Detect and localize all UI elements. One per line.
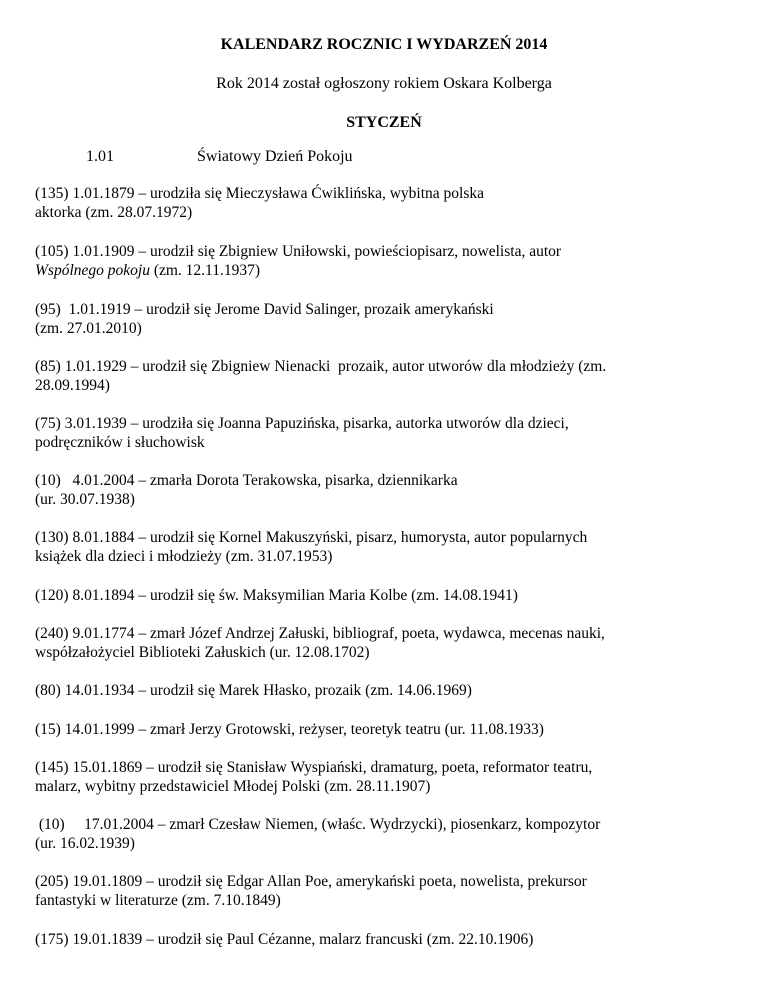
entry-line: (15) 14.01.1999 – zmarł Jerzy Grotowski, reżyser, teoretyk teatru (ur. 11.08.1933) <box>35 721 544 738</box>
entry-line: podręczników i słuchowisk <box>35 434 205 451</box>
entry-8 <box>35 624 733 662</box>
entry-0 <box>35 184 733 222</box>
month-heading: STYCZEŃ <box>346 114 422 131</box>
entry-14 <box>35 930 733 949</box>
feature-day-row <box>86 148 353 166</box>
entry-12 <box>35 815 733 853</box>
entry-line: (120) 8.01.1894 – urodził się św. Maksymilian Maria Kolbe (zm. 14.08.1941) <box>35 587 518 604</box>
entry-line: książek dla dzieci i młodzieży (zm. 31.07.1953) <box>35 548 333 565</box>
page-title: KALENDARZ ROCZNIC I WYDARZEŃ 2014 <box>220 36 548 53</box>
entry-line: fantastyki w literaturze (zm. 7.10.1849) <box>35 892 281 909</box>
entry-line: (240) 9.01.1774 – zmarł Józef Andrzej Załuski, bibliograf, poeta, wydawca, mecenas nauki, <box>35 625 605 642</box>
entry-line: (145) 15.01.1869 – urodził się Stanisław Wyspiański, dramaturg, poeta, reformator teatru, <box>35 759 593 776</box>
entry-line: (205) 19.01.1809 – urodził się Edgar Allan Poe, amerykański poeta, nowelista, prekursor <box>35 873 587 890</box>
entry-1 <box>35 242 733 280</box>
entry-line: (175) 19.01.1839 – urodził się Paul Cézanne, malarz francuski (zm. 22.10.1906) <box>35 931 534 948</box>
entry-11 <box>35 758 733 796</box>
entry-line: (135) 1.01.1879 – urodziła się Mieczysława Ćwiklińska, wybitna polska <box>35 185 484 202</box>
entry-10 <box>35 720 733 739</box>
entry-3 <box>35 357 733 395</box>
entry-line: (75) 3.01.1939 – urodziła się Joanna Papuzińska, pisarka, autorka utworów dla dzieci, <box>35 415 569 432</box>
entry-line: (10) 4.01.2004 – zmarła Dorota Terakowska, pisarka, dziennikarka <box>35 472 458 489</box>
book-title: Wspólnego pokoju <box>35 262 150 279</box>
entry-line: (105) 1.01.1909 – urodził się Zbigniew Uniłowski, powieściopisarz, nowelista, autor <box>35 243 562 260</box>
entry-line: (95) 1.01.1919 – urodził się Jerome David Salinger, prozaik amerykański <box>35 301 494 318</box>
entry-7 <box>35 586 733 605</box>
entry-line: malarz, wybitny przedstawiciel Młodej Polski (zm. 28.11.1907) <box>35 778 431 795</box>
entry-line: Wspólnego pokoju (zm. 12.11.1937) <box>35 262 261 279</box>
entry-line: 28.09.1994) <box>35 377 110 394</box>
entry-line: (10) 17.01.2004 – zmarł Czesław Niemen, (właśc. Wydrzycki), piosenkarz, kompozytor <box>35 816 601 833</box>
entry-5 <box>35 471 733 509</box>
entry-6 <box>35 528 733 566</box>
entry-line: współzałożyciel Biblioteki Załuskich (ur. 12.08.1702) <box>35 644 370 661</box>
entry-line: (130) 8.01.1884 – urodził się Kornel Makuszyński, pisarz, humorysta, autor popularnych <box>35 529 588 546</box>
entry-line: aktorka (zm. 28.07.1972) <box>35 204 193 221</box>
page-subtitle: Rok 2014 został ogłoszony rokiem Oskara Kolberga <box>216 75 552 92</box>
entry-line: (80) 14.01.1934 – urodził się Marek Hłasko, prozaik (zm. 14.06.1969) <box>35 682 472 699</box>
entry-2 <box>35 300 733 338</box>
feature-day-event: Światowy Dzień Pokoju <box>197 148 353 165</box>
entry-line: (ur. 30.07.1938) <box>35 491 135 508</box>
entry-13 <box>35 872 733 910</box>
feature-day-date: 1.01 <box>86 148 114 165</box>
entry-9 <box>35 681 733 700</box>
entry-4 <box>35 414 733 452</box>
entry-line: (85) 1.01.1929 – urodził się Zbigniew Nienacki prozaik, autor utworów dla młodzieży (zm. <box>35 358 607 375</box>
entry-line: (zm. 27.01.2010) <box>35 320 142 337</box>
entry-line: (ur. 16.02.1939) <box>35 835 135 852</box>
